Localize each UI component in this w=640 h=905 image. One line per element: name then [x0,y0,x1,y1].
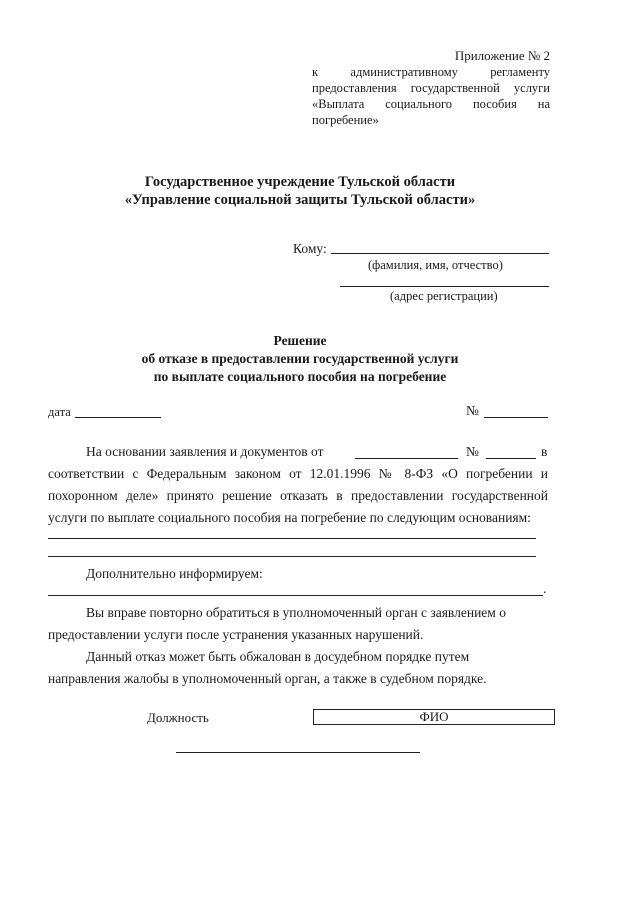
application-date-line[interactable] [355,458,458,459]
recipient-address-line[interactable] [340,286,549,287]
recipient-address-hint: (адрес регистрации) [390,289,498,303]
recipient-label: Кому: [293,241,327,256]
appendix-line: к административному регламенту [312,65,550,79]
signature-line[interactable] [176,752,420,753]
body-text: направления жалобы в уполномоченный орган, а также в судебном порядке. [48,671,487,686]
position-label: Должность [147,710,209,725]
body-text: . [543,581,547,596]
reasons-line[interactable] [48,538,536,539]
application-number-line[interactable] [486,458,536,459]
recipient-name-line[interactable] [331,253,549,254]
recipient-name-hint: (фамилия, имя, отчество) [368,258,503,272]
appendix-line: «Выплата социального пособия на [312,97,550,111]
body-text: соответствии с Федеральным законом от 12.01.1996 № 8-ФЗ «О погребении и [48,466,548,481]
organization-department: «Управление социальной защиты Тульской области» [124,192,476,208]
body-paragraph [48,602,526,690]
body-text: похоронном деле» принято решение отказать в предоставлении государственной [48,488,548,503]
date-label: дата [48,405,71,419]
body-text: в [541,444,548,459]
additional-info-line[interactable] [48,595,543,596]
appendix-line: погребение» [312,113,379,127]
appendix-line: предоставления государственной услуги [312,81,550,95]
fio-label: ФИО [419,709,449,724]
decision-subtitle: об отказе в предоставлении государственной услуги [141,351,459,366]
body-paragraph [48,463,548,529]
body-text: Дополнительно информируем: [86,566,263,581]
body-text: Вы вправе повторно обратиться в уполномоченный орган с заявлением о [86,605,506,620]
decision-subtitle: по выплате социального пособия на погребение [153,369,447,384]
date-line[interactable] [75,417,161,418]
reasons-line[interactable] [48,556,536,557]
fio-box[interactable] [313,709,555,725]
organization-name: Государственное учреждение Тульской области [144,174,456,190]
body-text: предоставлении услуги после устранения указанных нарушений. [48,627,424,642]
appendix-reference [312,64,550,128]
decision-title: Решение [273,333,327,348]
body-text: услуги по выплате социального пособия на погребение по следующим основаниям: [48,510,531,525]
body-text: Данный отказ может быть обжалован в досудебном порядке путем [86,649,470,664]
appendix-title: Приложение № 2 [454,48,550,63]
body-text: На основании заявления и документов от [86,444,324,459]
number-label: № [466,403,479,418]
number-line[interactable] [484,417,548,418]
body-text: № [466,444,479,459]
